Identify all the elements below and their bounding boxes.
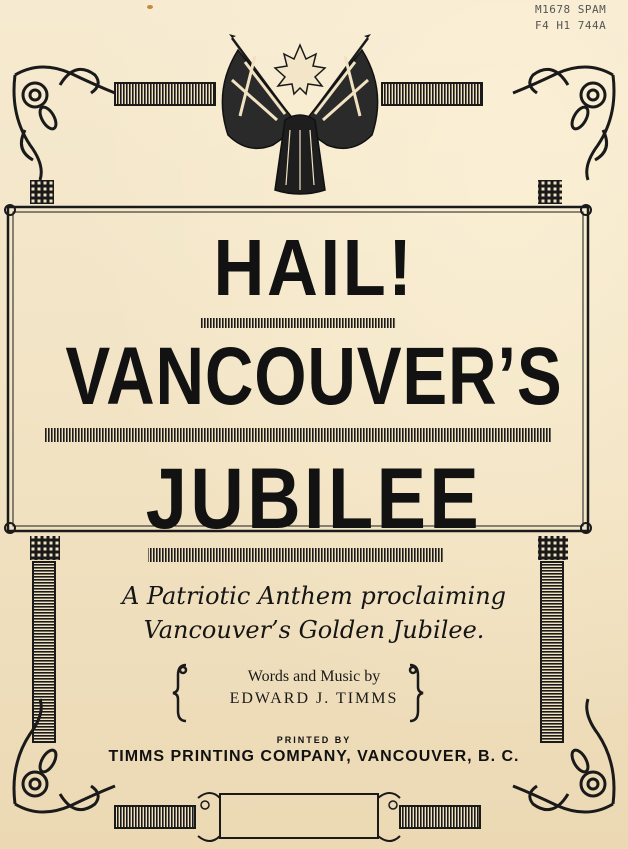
title-rule-2: [45, 428, 551, 442]
check-block-tl: [30, 180, 54, 204]
title-line-3: JUBILEE: [145, 451, 483, 547]
maple-leaf-icon: [275, 45, 325, 94]
crossed-flags-emblem: [222, 34, 377, 194]
credit-label: Words and Music by: [247, 668, 381, 685]
subtitle-line-1: A Patriotic Anthem proclaiming: [121, 582, 507, 610]
top-right-bar: [382, 83, 482, 105]
title-rule-3: [148, 548, 444, 562]
title-rule-1: [200, 318, 396, 328]
composer-name: EDWARD J. TIMMS: [229, 690, 399, 707]
printed-by-label: PRINTED BY: [276, 735, 352, 745]
bottom-right-bar: [400, 806, 480, 828]
title-line-2: VANCOUVER’S: [65, 331, 563, 422]
check-block-tr: [538, 180, 562, 204]
subtitle-line-2: Vancouver’s Golden Jubilee.: [143, 616, 485, 644]
top-left-bar: [115, 83, 215, 105]
corner-scroll-tr: [513, 67, 614, 180]
title-line-1: HAIL!: [213, 223, 415, 312]
corner-scroll-tl: [14, 67, 115, 180]
bottom-cartouche: [198, 793, 400, 841]
bottom-left-bar: [115, 806, 195, 828]
printer-name: TIMMS PRINTING COMPANY, VANCOUVER, B. C.: [108, 748, 520, 765]
catalog-note: M1678 SPAM F4 H1 744A: [535, 3, 607, 32]
